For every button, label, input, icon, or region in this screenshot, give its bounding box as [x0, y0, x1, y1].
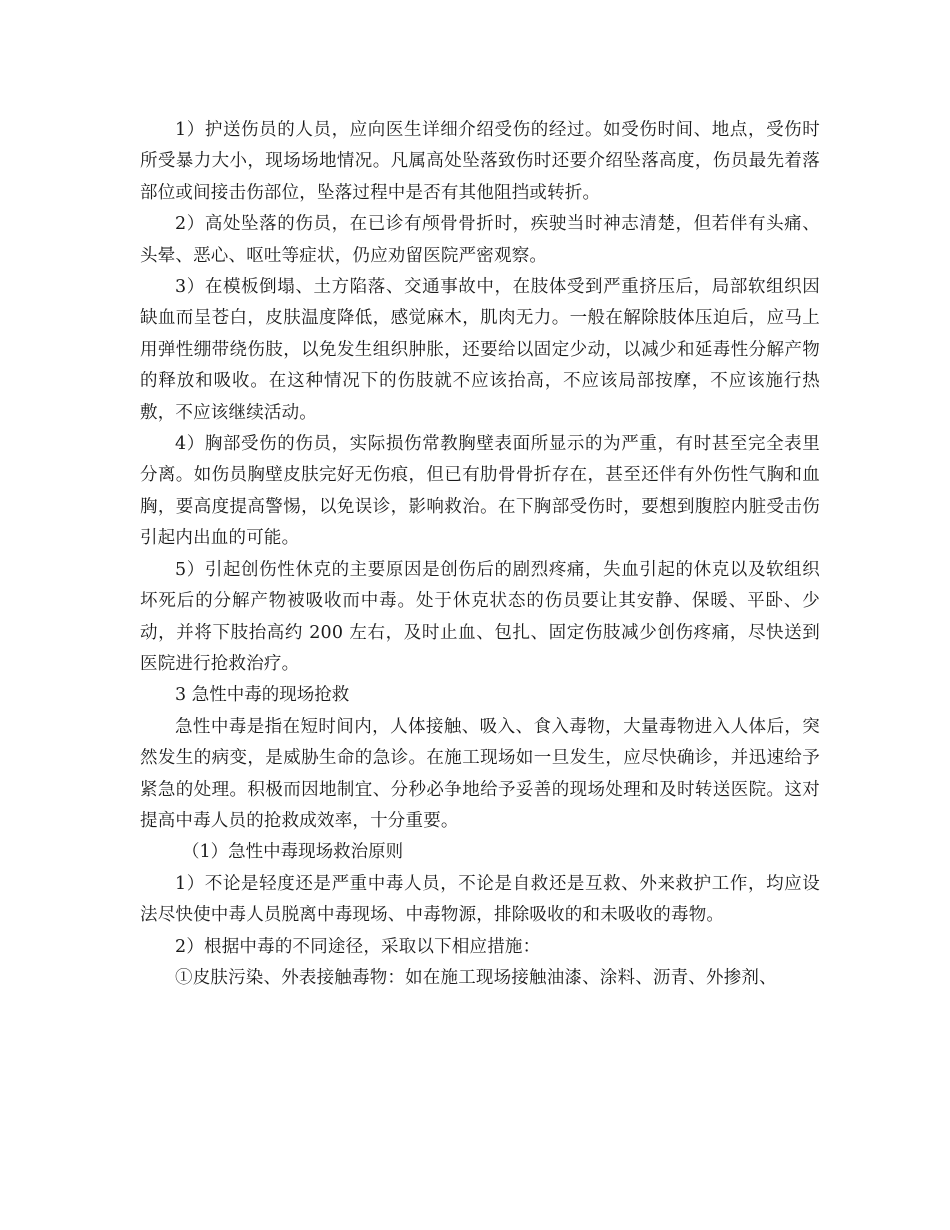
paragraph-5: 5）引起创伤性休克的主要原因是创伤后的剧烈疼痛，失血引起的休克以及软组织坏死后的分解产物被吸收而中毒。处于休克状态的伤员要让其安静、保暖、平卧、少动，并将下肢抬高约 200 左右，及时止血、包扎、固定伤肢减少创伤疼痛，尽快送到医院进行抢救治疗。: [140, 559, 820, 674]
subsection-heading: （1）急性中毒现场救治原则: [182, 842, 404, 863]
paragraph-1: 1）护送伤员的人员，应向医生详细介绍受伤的经过。如受伤时间、地点，受伤时所受暴力大小，现场场地情况。凡属高处坠落致伤时还要介绍坠落高度，伤员最先着落部位或间接击伤部位，坠落过程中是否有其他阻挡或转折。: [140, 120, 820, 203]
paragraph-3: 3）在模板倒塌、土方陷落、交通事故中，在肢体受到严重挤压后，局部软组织因缺血而呈苍白，皮肤温度降低，感觉麻木，肌肉无力。一般在解除肢体压迫后，应马上用弹性绷带绕伤肢，以免发生组织肿胀，还要给以固定少动，以减少和延毒性分解产物的释放和吸收。在这种情况下的伤肢就不应该抬高，不应该局部按摩，不应该施行热敷，不应该继续活动。: [140, 277, 820, 423]
subsection-paragraph-3: ①皮肤污染、外表接触毒物：如在施工现场接触油漆、涂料、沥青、外掺剂、: [175, 967, 777, 988]
section-heading: 3 急性中毒的现场抢救: [175, 685, 350, 706]
paragraph-4: 4）胸部受伤的伤员，实际损伤常教胸壁表面所显示的为严重，有时甚至完全表里分离。如伤员胸壁皮肤完好无伤痕，但已有肋骨骨折存在，甚至还伴有外伤性气胸和血胸，要高度提高警惕，以免误诊，影响救治。在下胸部受伤时，要想到腹腔内脏受击伤引起内出血的可能。: [140, 434, 820, 549]
document-body: [140, 115, 820, 994]
section-intro: 急性中毒是指在短时间内，人体接触、吸入、食入毒物，大量毒物进入人体后，突然发生的病变，是威胁生命的急诊。在施工现场如一旦发生，应尽快确诊，并迅速给予紧急的处理。积极而因地制宜、分秒必争地给予妥善的现场处理和及时转送医院。这对提高中毒人员的抢救成效率，十分重要。: [140, 716, 820, 831]
paragraph-2: 2）高处坠落的伤员，在已诊有颅骨骨折时，疾驶当时神志清楚，但若伴有头痛、头晕、恶心、呕吐等症状，仍应劝留医院严密观察。: [140, 214, 820, 266]
subsection-paragraph-2: 2）根据中毒的不同途径，采取以下相应措施：: [175, 936, 541, 957]
subsection-paragraph-1: 1）不论是轻度还是严重中毒人员，不论是自救还是互救、外来救护工作，均应设法尽快使中毒人员脱离中毒现场、中毒物源，排除吸收的和未吸收的毒物。: [140, 873, 820, 926]
